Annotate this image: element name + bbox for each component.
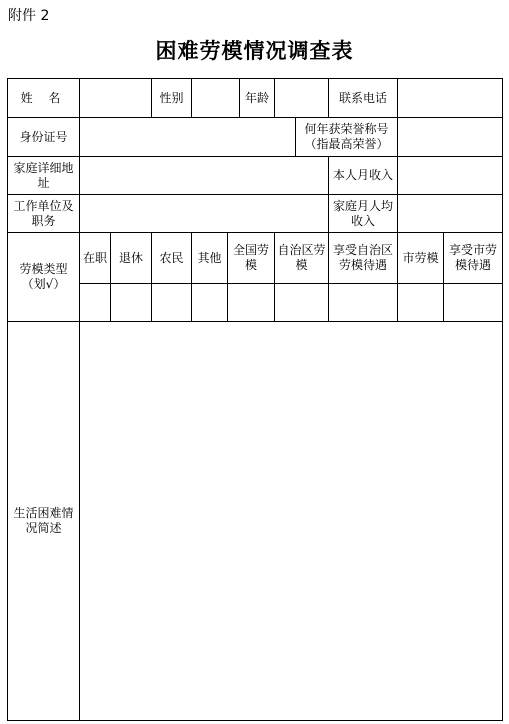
check-cell-national-model[interactable] [228,284,275,322]
row-work-household [8,195,503,233]
option-label-city-model: 市劳模 [398,233,444,284]
name-field[interactable] [80,79,152,118]
gender-field[interactable] [192,79,240,118]
name-label: 姓 名 [8,79,80,118]
check-cell-farmer[interactable] [152,284,192,322]
model-type-label: 劳模类型（划√） [8,233,80,322]
row-basic-info [8,79,503,118]
option-label-on-duty: 在职 [80,233,111,284]
row-model-type-options [8,233,503,284]
monthly-income-label: 本人月收入 [329,157,398,195]
attachment-label: 附件 2 [8,8,50,24]
id-number-field[interactable] [80,118,296,157]
option-label-other: 其他 [192,233,228,284]
household-income-label: 家庭月人均收入 [329,195,398,233]
phone-field[interactable] [398,79,503,118]
check-cell-on-duty[interactable] [80,284,111,322]
option-label-retired: 退休 [111,233,152,284]
survey-form-table [7,78,503,721]
option-label-region-model: 自治区劳模 [275,233,329,284]
gender-label: 性别 [152,79,192,118]
description-label: 生活困难情况简述 [8,322,80,721]
option-label-national-model: 全国劳模 [228,233,275,284]
check-cell-retired[interactable] [111,284,152,322]
household-income-field[interactable] [398,195,503,233]
check-cell-region-treatment[interactable] [329,284,398,322]
age-label: 年龄 [240,79,275,118]
description-field[interactable] [80,322,503,721]
check-cell-other[interactable] [192,284,228,322]
row-description [8,322,503,721]
address-label: 家庭详细地址 [8,157,80,195]
age-field[interactable] [275,79,329,118]
option-label-city-treatment: 享受市劳模待遇 [444,233,503,284]
phone-label: 联系电话 [329,79,398,118]
option-label-farmer: 农民 [152,233,192,284]
check-cell-city-treatment[interactable] [444,284,503,322]
row-id-honor [8,118,503,157]
id-number-label: 身份证号 [8,118,80,157]
monthly-income-field[interactable] [398,157,503,195]
work-unit-field[interactable] [80,195,329,233]
address-field[interactable] [80,157,329,195]
option-label-region-treatment: 享受自治区劳模待遇 [329,233,398,284]
work-unit-label: 工作单位及职务 [8,195,80,233]
row-model-type-checks [8,284,503,322]
check-cell-region-model[interactable] [275,284,329,322]
row-address-income [8,157,503,195]
check-cell-city-model[interactable] [398,284,444,322]
honor-label: 何年获荣誉称号（指最高荣誉） [296,118,398,157]
honor-field[interactable] [398,118,503,157]
form-title: 困难劳模情况调查表 [155,38,354,63]
